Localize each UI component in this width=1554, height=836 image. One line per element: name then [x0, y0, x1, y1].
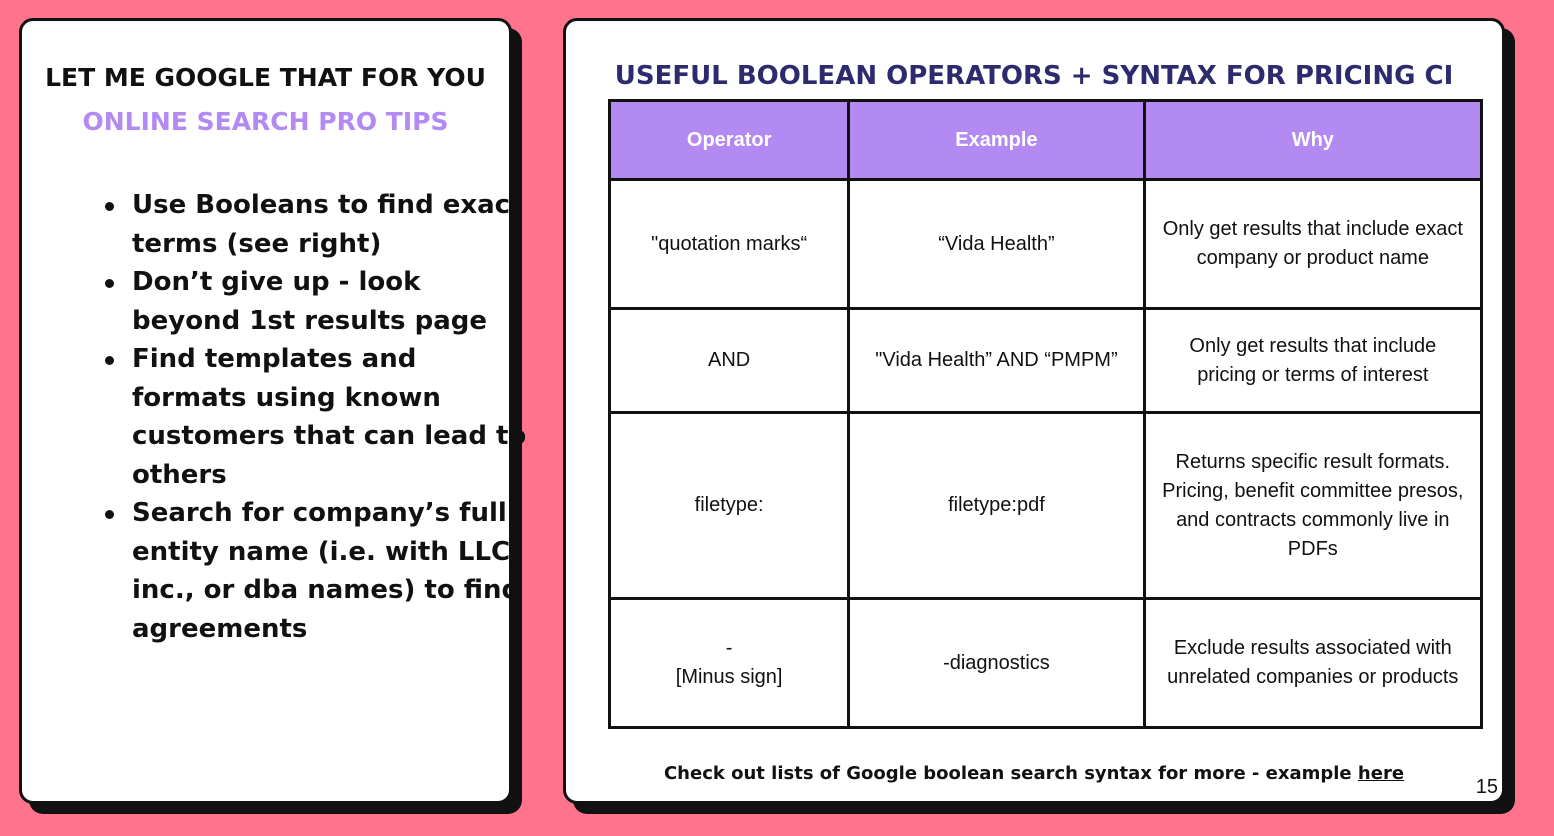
table-header-row: [610, 101, 1482, 180]
why-cell: Only get results that include exact company or product name: [1144, 180, 1481, 309]
example-cell: “Vida Health”: [849, 180, 1144, 309]
page-number: 15: [1475, 776, 1498, 798]
operator-line: -: [725, 637, 733, 659]
header-operator: Operator: [610, 101, 849, 180]
bullet-icon: [105, 356, 114, 365]
example-cell: "Vida Health” AND “PMPM”: [849, 309, 1144, 413]
boolean-operators-card: [563, 18, 1505, 804]
table-row: [610, 180, 1482, 309]
example-cell: -diagnostics: [849, 599, 1144, 728]
header-why: Why: [1144, 101, 1481, 180]
operator-cell: AND: [610, 309, 849, 413]
operator-line: [Minus sign]: [675, 666, 783, 688]
tips-list: [102, 186, 532, 648]
operators-table: [608, 99, 1483, 729]
why-cell: Only get results that include pricing or terms of interest: [1144, 309, 1481, 413]
table-row: [610, 413, 1482, 599]
tip-text: Use Booleans to find exact terms (see right): [132, 190, 523, 259]
tip-item: [132, 263, 532, 340]
bullet-icon: [105, 202, 114, 211]
tip-text: Find templates and formats using known customers that can lead to others: [132, 344, 527, 490]
tip-text: Search for company’s full entity name (i.e. with LLC, inc., or dba names) to find agreements: [132, 498, 521, 644]
operator-cell: "quotation marks“: [610, 180, 849, 309]
bullet-icon: [105, 510, 114, 519]
bullet-icon: [105, 279, 114, 288]
tip-item: [132, 494, 532, 648]
tip-item: [132, 340, 532, 494]
why-cell: Exclude results associated with unrelated companies or products: [1144, 599, 1481, 728]
header-example: Example: [849, 101, 1144, 180]
left-subtitle: ONLINE SEARCH PRO TIPS: [82, 107, 449, 136]
table-row: [610, 599, 1482, 728]
operator-cell: [610, 599, 849, 728]
operator-cell: filetype:: [610, 413, 849, 599]
footer-note: [566, 763, 1502, 784]
table-row: [610, 309, 1482, 413]
footer-text: Check out lists of Google boolean search syntax for more - example: [663, 763, 1358, 784]
tip-text: Don’t give up - look beyond 1st results page: [132, 267, 487, 336]
example-cell: filetype:pdf: [849, 413, 1144, 599]
right-title: USEFUL BOOLEAN OPERATORS + SYNTAX FOR PRICING CI: [614, 61, 1454, 91]
example-link[interactable]: here: [1357, 763, 1405, 784]
tip-item: [132, 186, 532, 263]
left-title: LET ME GOOGLE THAT FOR YOU: [45, 63, 486, 92]
why-cell: Returns specific result formats. Pricing, benefit committee presos, and contracts commonly live in PDFs: [1144, 413, 1481, 599]
tips-card: [19, 18, 527, 804]
